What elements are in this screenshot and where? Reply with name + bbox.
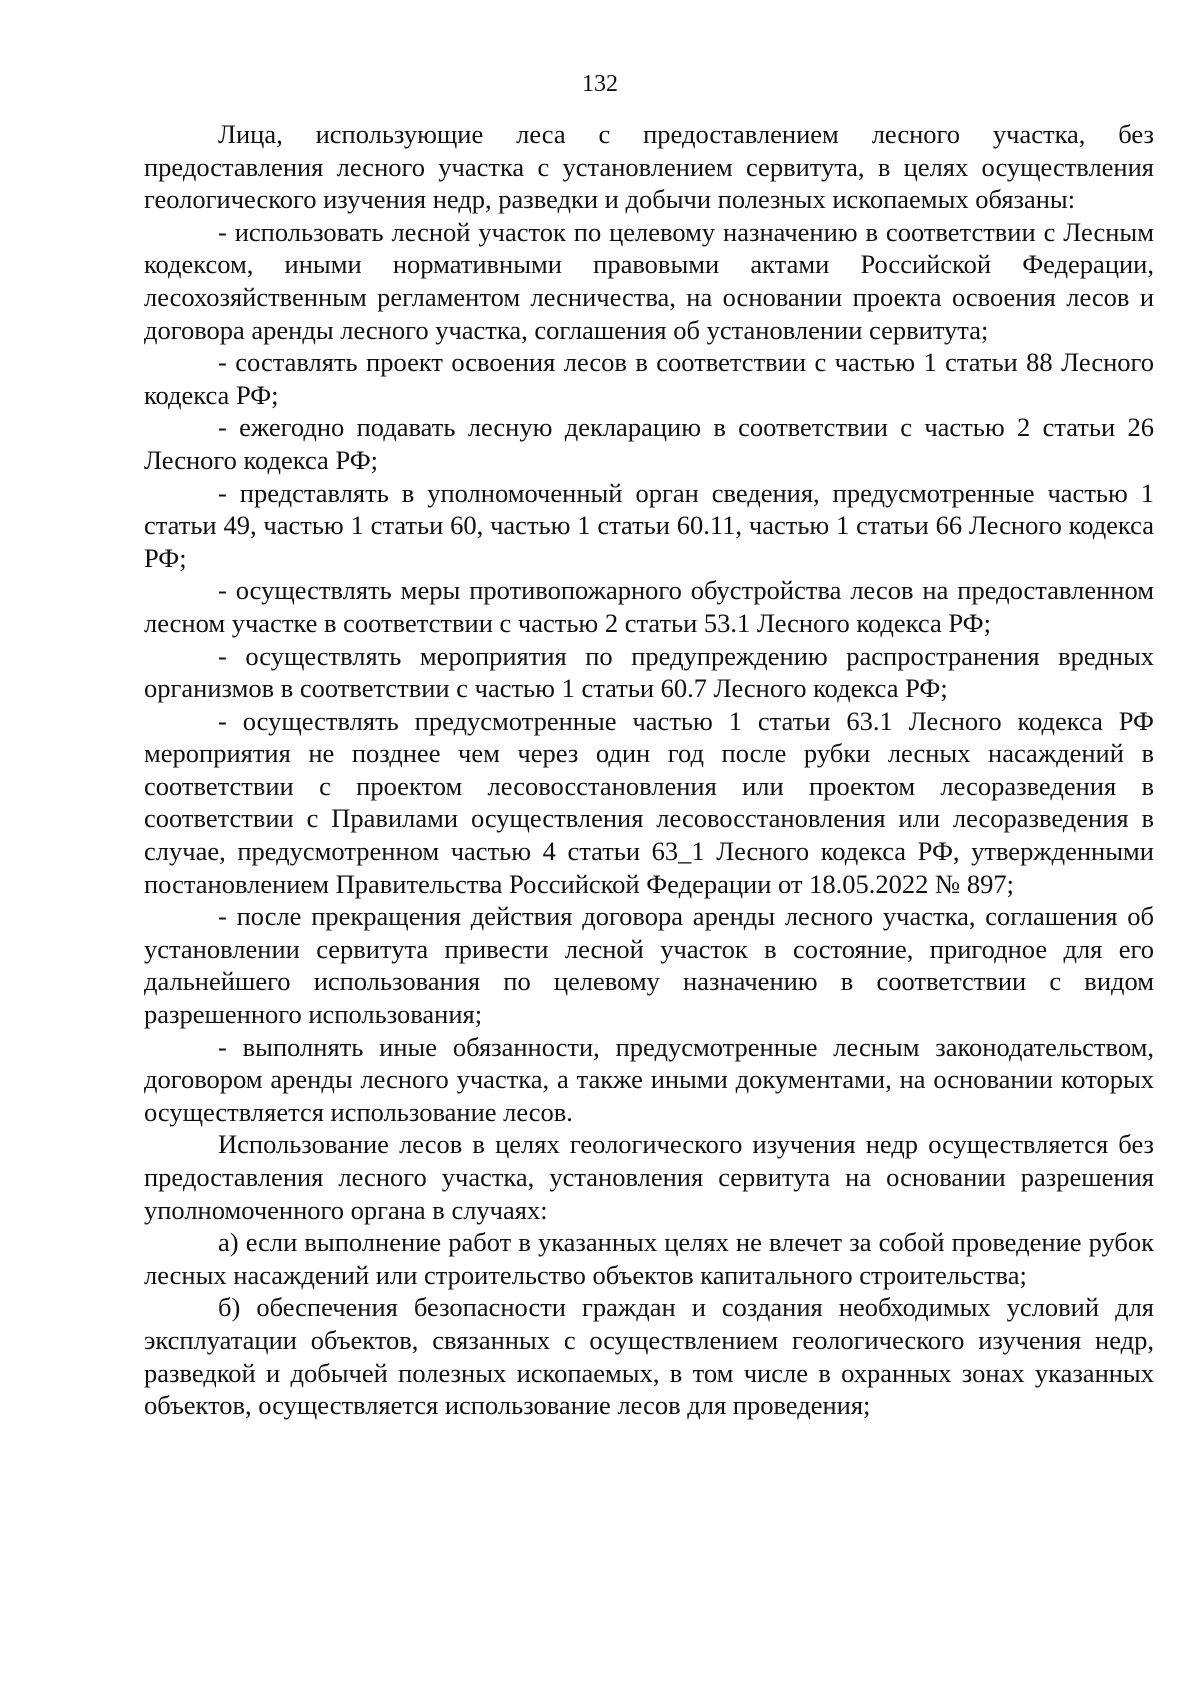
paragraph-restore-land: - после прекращения действия договора аренды лесного участка, соглашения об установлении сервитута привести лесной участок в состояние, пригодное для его дальнейшего использования по целевому назначению в соответствии с видом разрешенного использования; <box>144 901 1154 1030</box>
paragraph-development-project: - составлять проект освоения лесов в соответствии с частью 1 статьи 88 Лесного кодекса РФ; <box>144 347 1154 410</box>
paragraph-fire-prevention: - осуществлять меры противопожарного обустройства лесов на предоставленном лесном участке в соответствии с частью 2 статьи 53.1 Лесного кодекса РФ; <box>144 575 1154 638</box>
paragraph-case-b: б) обеспечения безопасности граждан и создания необходимых условий для эксплуатации объектов, связанных с осуществлением геологического изучения недр, разведкой и добычей полезных ископаемых, в том числе в охранных зонах указанных объектов, осуществляется использование лесов для проведения; <box>144 1292 1154 1421</box>
paragraph-case-a: а) если выполнение работ в указанных целях не влечет за собой проведение рубок лесных насаждений или строительство объектов капитального строительства; <box>144 1227 1154 1290</box>
paragraph-forest-declaration: - ежегодно подавать лесную декларацию в соответствии с частью 2 статьи 26 Лесного кодекса РФ; <box>144 412 1154 475</box>
paragraph-submit-information: - представлять в уполномоченный орган сведения, предусмотренные частью 1 статьи 49, частью 1 статьи 60, частью 1 статьи 60.11, частью 1 статьи 66 Лесного кодекса РФ; <box>144 477 1154 573</box>
page-number: 132 <box>582 71 618 97</box>
paragraph-geological-study: Использование лесов в целях геологического изучения недр осуществляется без предоставления лесного участка, установления сервитута на основании разрешения уполномоченного органа в случаях: <box>144 1129 1154 1225</box>
paragraph-use-by-purpose: - использовать лесной участок по целевому назначению в соответствии с Лесным кодексом, иными нормативными правовыми актами Российской Федерации, лесохозяйственным регламентом лесничества, на основании проекта освоения лесов и договора аренды лесного участка, соглашения об установлении сервитута; <box>144 216 1154 345</box>
paragraph-other-duties: - выполнять иные обязанности, предусмотренные лесным законодательством, договором аренды лесного участка, а также иными документами, на основании которых осуществляется использование лесов. <box>144 1031 1154 1127</box>
paragraph-reforestation: - осуществлять предусмотренные частью 1 статьи 63.1 Лесного кодекса РФ мероприятия не позднее чем через один год после рубки лесных насаждений в соответствии с проектом лесовосстановления или проектом лесоразведения в соответствии с Правилами осуществления лесовосстановления или лесоразведения в случае, предусмотренном частью 4 статьи 63_1 Лесного кодекса РФ, утвержденными постановлением Правительства Российской Федерации от 18.05.2022 № 897; <box>144 705 1154 899</box>
document-body <box>144 118 1154 1422</box>
paragraph-intro: Лица, использующие леса с предоставлением лесного участка, без предоставления лесного участка с установлением сервитута, в целях осуществления геологического изучения недр, разведки и добычи полезных ископаемых обязаны: <box>144 119 1154 215</box>
paragraph-pest-prevention: - осуществлять мероприятия по предупреждению распространения вредных организмов в соответствии с частью 1 статьи 60.7 Лесного кодекса РФ; <box>144 640 1154 704</box>
